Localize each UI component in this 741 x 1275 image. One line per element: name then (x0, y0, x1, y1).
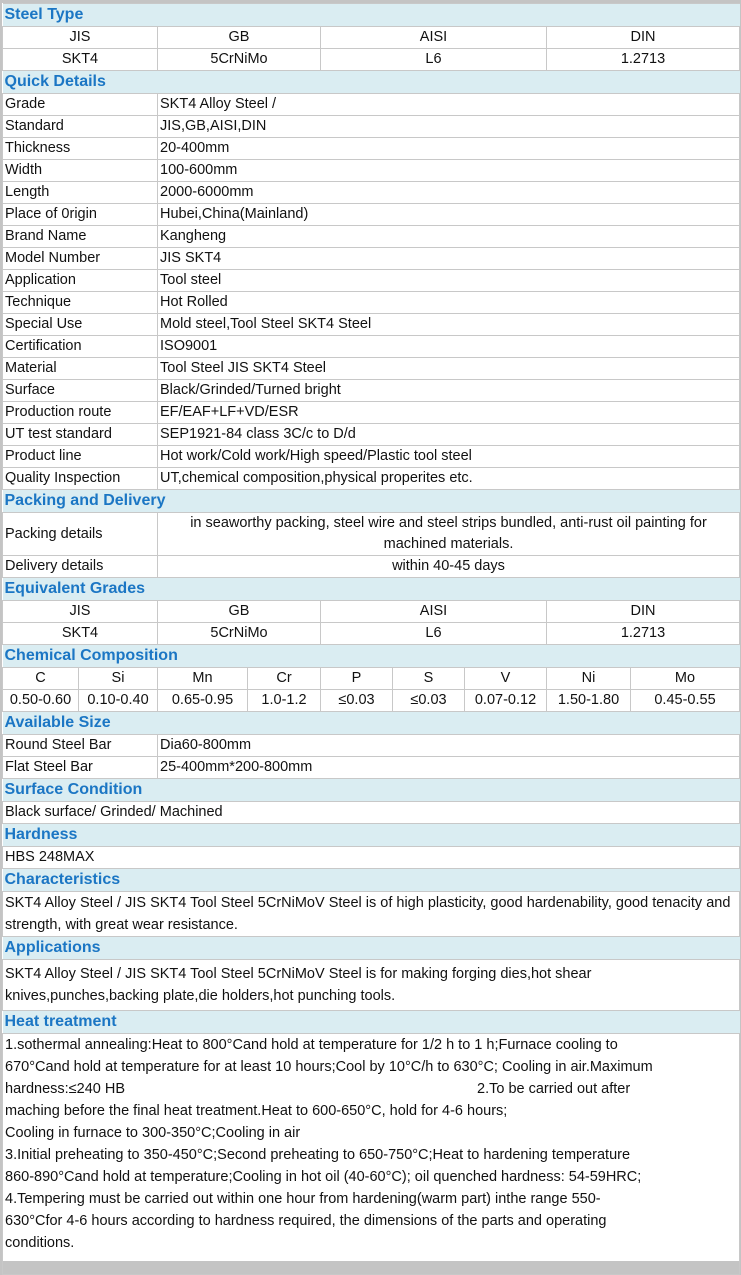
quick-details-row (3, 94, 740, 116)
row-value: Dia60-800mm (158, 735, 740, 757)
surface-condition-row (3, 802, 740, 824)
spec-sheet (2, 3, 739, 1261)
quick-details-row (3, 358, 740, 380)
heat-line: maching before the final heat treatment.Heat to 600-650°C, hold for 4-6 hours; (5, 1103, 508, 1119)
row-label: Quality Inspection (3, 468, 158, 490)
element-value: 0.10-0.40 (79, 690, 158, 712)
section-hardness (3, 824, 740, 847)
section-title: Heat treatment (3, 1011, 740, 1034)
heat-line (5, 1078, 737, 1100)
section-packing-delivery (3, 490, 740, 513)
characteristics-row (3, 892, 740, 937)
row-value: UT,chemical composition,physical properites etc. (158, 468, 740, 490)
row-value: SKT4 Alloy Steel / (158, 94, 740, 116)
heat-line: 630°Cfor 4-6 hours according to hardness required, the dimensions of the parts and operating (5, 1213, 607, 1229)
row-value: Mold steel,Tool Steel SKT4 Steel (158, 314, 740, 336)
heat-line: conditions. (5, 1235, 75, 1251)
row-value: SEP1921-84 class 3C/c to D/d (158, 424, 740, 446)
heat-line-part: 2.To be carried out after (477, 1081, 631, 1097)
quick-details-row (3, 402, 740, 424)
row-value: JIS,GB,AISI,DIN (158, 116, 740, 138)
quick-details-row (3, 160, 740, 182)
header-cell: DIN (547, 601, 740, 623)
header-cell: JIS (3, 27, 158, 49)
row-value: Tool steel (158, 270, 740, 292)
row-label: Surface (3, 380, 158, 402)
heat-line: 4.Tempering must be carried out within one hour from hardening(warm part) inthe range 550- (5, 1191, 601, 1207)
quick-details-row (3, 138, 740, 160)
row-value: Black/Grinded/Turned bright (158, 380, 740, 402)
row-label: UT test standard (3, 424, 158, 446)
quick-details-row (3, 292, 740, 314)
row-label: Thickness (3, 138, 158, 160)
value-cell: 1.2713 (547, 623, 740, 645)
quick-details-row (3, 468, 740, 490)
row-label: Brand Name (3, 226, 158, 248)
row-label: Place of 0rigin (3, 204, 158, 226)
row-label: Round Steel Bar (3, 735, 158, 757)
section-surface-condition (3, 779, 740, 802)
value-cell: SKT4 (3, 623, 158, 645)
row-value: Kangheng (158, 226, 740, 248)
value-cell: L6 (321, 49, 547, 71)
quick-details-row (3, 270, 740, 292)
row-value: Tool Steel JIS SKT4 Steel (158, 358, 740, 380)
row-label: Production route (3, 402, 158, 424)
element-value: 0.07-0.12 (465, 690, 547, 712)
applications-row (3, 960, 740, 1011)
element-value: ≤0.03 (321, 690, 393, 712)
section-quick-details (3, 71, 740, 94)
steel-type-value-row (3, 49, 740, 71)
heat-treatment-text (3, 1034, 740, 1275)
row-value: within 40-45 days (158, 556, 740, 578)
section-title: Equivalent Grades (3, 578, 740, 601)
section-title: Applications (3, 937, 740, 960)
element-header: Si (79, 668, 158, 690)
heat-line: 3.Initial preheating to 350-450°C;Second preheating to 650-750°C;Heat to hardening temperature (5, 1147, 631, 1163)
hardness-text: HBS 248MAX (3, 847, 740, 869)
row-value: JIS SKT4 (158, 248, 740, 270)
value-cell: 1.2713 (547, 49, 740, 71)
element-header: Mo (631, 668, 740, 690)
element-header: P (321, 668, 393, 690)
heat-line: Cooling in furnace to 300-350°C;Cooling in air (5, 1125, 301, 1141)
element-header: C (3, 668, 79, 690)
element-header: Mn (158, 668, 248, 690)
element-value: 0.65-0.95 (158, 690, 248, 712)
characteristics-text: SKT4 Alloy Steel / JIS SKT4 Tool Steel 5CrNiMoV Steel is of high plasticity, good hardenability, good tenacity and strength, with great wear resistance. (3, 892, 740, 937)
section-heat-treatment (3, 1011, 740, 1034)
row-value: EF/EAF+LF+VD/ESR (158, 402, 740, 424)
section-title: Surface Condition (3, 779, 740, 802)
value-cell: 5CrNiMo (158, 49, 321, 71)
size-row (3, 735, 740, 757)
header-cell: AISI (321, 27, 547, 49)
quick-details-row (3, 446, 740, 468)
row-label: Delivery details (3, 556, 158, 578)
section-title: Steel Type (3, 4, 740, 27)
header-cell: DIN (547, 27, 740, 49)
element-header: S (393, 668, 465, 690)
quick-details-row (3, 116, 740, 138)
row-value: ISO9001 (158, 336, 740, 358)
section-title: Chemical Composition (3, 645, 740, 668)
quick-details-row (3, 336, 740, 358)
heat-line: 860-890°Cand hold at temperature;Cooling in hot oil (40-60°C); oil quenched hardness: 54-59HRC; (5, 1169, 642, 1185)
section-characteristics (3, 869, 740, 892)
element-value: 0.45-0.55 (631, 690, 740, 712)
heat-line: 1.sothermal annealing:Heat to 800°Cand hold at temperature for 1/2 h to 1 h;Furnace cooling to (5, 1037, 618, 1053)
chemical-header-row (3, 668, 740, 690)
section-equivalent-grades (3, 578, 740, 601)
row-label: Model Number (3, 248, 158, 270)
value-cell: SKT4 (3, 49, 158, 71)
equivalent-header-row (3, 601, 740, 623)
quick-details-row (3, 182, 740, 204)
heat-line-part: hardness:≤240 HB (5, 1081, 126, 1097)
section-title: Characteristics (3, 869, 740, 892)
section-chemical-composition (3, 645, 740, 668)
section-available-size (3, 712, 740, 735)
section-title: Quick Details (3, 71, 740, 94)
element-header: Ni (547, 668, 631, 690)
row-label: Flat Steel Bar (3, 757, 158, 779)
row-value: Hot work/Cold work/High speed/Plastic tool steel (158, 446, 740, 468)
value-cell: 5CrNiMo (158, 623, 321, 645)
row-label: Length (3, 182, 158, 204)
equivalent-value-row (3, 623, 740, 645)
header-cell: GB (158, 601, 321, 623)
section-title: Hardness (3, 824, 740, 847)
row-label: Grade (3, 94, 158, 116)
section-title: Available Size (3, 712, 740, 735)
quick-details-row (3, 226, 740, 248)
quick-details-row (3, 204, 740, 226)
quick-details-row (3, 380, 740, 402)
header-cell: AISI (321, 601, 547, 623)
row-label: Application (3, 270, 158, 292)
section-applications (3, 937, 740, 960)
row-value: 25-400mm*200-800mm (158, 757, 740, 779)
applications-text: SKT4 Alloy Steel / JIS SKT4 Tool Steel 5CrNiMoV Steel is for making forging dies,hot shear knives,punches,backing plate,die holders,hot punching tools. (3, 960, 740, 1011)
row-value: 2000-6000mm (158, 182, 740, 204)
quick-details-row (3, 314, 740, 336)
surface-condition-text: Black surface/ Grinded/ Machined (3, 802, 740, 824)
row-label: Technique (3, 292, 158, 314)
steel-type-header-row (3, 27, 740, 49)
hardness-row (3, 847, 740, 869)
quick-details-row (3, 424, 740, 446)
row-label: Certification (3, 336, 158, 358)
row-label: Standard (3, 116, 158, 138)
row-label: Special Use (3, 314, 158, 336)
row-value: 20-400mm (158, 138, 740, 160)
row-value: Hot Rolled (158, 292, 740, 314)
heat-treatment-row (3, 1034, 740, 1275)
element-header: Cr (248, 668, 321, 690)
row-value: 100-600mm (158, 160, 740, 182)
row-value: in seaworthy packing, steel wire and steel strips bundled, anti-rust oil painting for machined materials. (158, 513, 740, 556)
packing-details-row (3, 513, 740, 556)
quick-details-row (3, 248, 740, 270)
size-row (3, 757, 740, 779)
delivery-details-row (3, 556, 740, 578)
header-cell: GB (158, 27, 321, 49)
row-label: Packing details (3, 513, 158, 556)
chemical-value-row (3, 690, 740, 712)
element-value: 1.0-1.2 (248, 690, 321, 712)
header-cell: JIS (3, 601, 158, 623)
row-value: Hubei,China(Mainland) (158, 204, 740, 226)
section-title: Packing and Delivery (3, 490, 740, 513)
element-header: V (465, 668, 547, 690)
row-label: Material (3, 358, 158, 380)
element-value: 0.50-0.60 (3, 690, 79, 712)
row-label: Width (3, 160, 158, 182)
heat-line: 670°Cand hold at temperature for at least 10 hours;Cool by 10°C/h to 630°C; Cooling in air.Maximum (5, 1059, 653, 1075)
value-cell: L6 (321, 623, 547, 645)
row-label: Product line (3, 446, 158, 468)
section-steel-type (3, 4, 740, 27)
element-value: ≤0.03 (393, 690, 465, 712)
spec-table (2, 3, 740, 1275)
element-value: 1.50-1.80 (547, 690, 631, 712)
